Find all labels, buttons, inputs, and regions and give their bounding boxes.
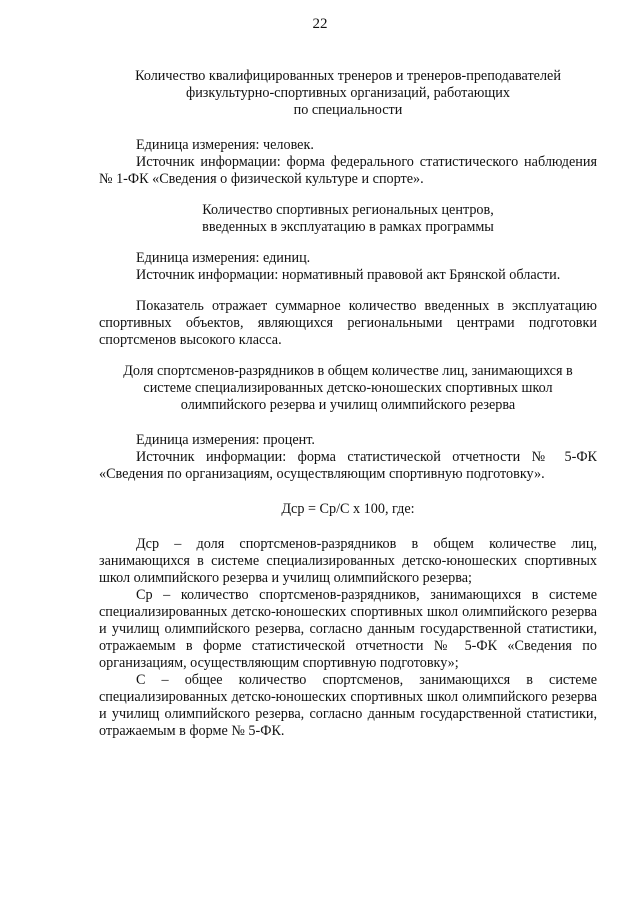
athletes-heading: [99, 363, 597, 414]
document-body: [99, 68, 597, 740]
heading-line: введенных в эксплуатацию в рамках программы: [202, 219, 494, 235]
heading-line: по специальности: [293, 102, 403, 118]
heading-line: системе специализированных детско-юношеских спортивных школ: [143, 380, 553, 396]
trainers-unit: Единица измерения: человек.: [136, 137, 314, 153]
centers-description: Показатель отражает суммарное количество введенных в эксплуатацию спортивных объектов, являющихся региональными центрами подготовки спортсменов высокого класса.: [99, 298, 597, 348]
heading-line: Доля спортсменов-разрядников в общем количестве лиц, занимающихся в: [123, 363, 573, 379]
heading-line: физкультурно-спортивных организаций, работающих: [186, 85, 510, 101]
centers-unit: Единица измерения: единиц.: [136, 250, 311, 266]
heading-line: олимпийского резерва и училищ олимпийского резерва: [180, 397, 516, 413]
trainers-heading: [99, 68, 597, 119]
heading-line: Количество квалифицированных тренеров и тренеров-преподавателей: [135, 68, 561, 84]
page-number: 22: [312, 16, 328, 32]
definition-s: С – общее количество спортсменов, занимающихся в системе специализированных детско-юношеских спортивных школ олимпийского резерва и училищ олимпийского резерва, согласно данным государственной статистики, отражаемым в форме № 5-ФК.: [99, 672, 597, 739]
athletes-formula: Дср = Ср/С х 100, где:: [281, 501, 415, 517]
centers-source: Источник информации: нормативный правовой акт Брянской области.: [136, 267, 561, 283]
athletes-unit: Единица измерения: процент.: [136, 432, 315, 448]
definition-dsr: Дср – доля спортсменов-разрядников в общем количестве лиц, занимающихся в системе специализированных детско-юношеских спортивных школ олимпийского резерва и училищ олимпийского резерва;: [99, 536, 597, 586]
definition-sr: Ср – количество спортсменов-разрядников, занимающихся в системе специализированных детско-юношеских спортивных школ олимпийского резерва и училищ олимпийского резерва, согласно данным государственной статистики, отражаемым в форме статистической отчетности № 5-ФК «Сведения по организациям, осуществляющим спортивную подготовку»;: [99, 587, 597, 671]
athletes-source: Источник информации: форма статистической отчетности № 5-ФК «Сведения по организациям, осуществляющим спортивную подготовку».: [99, 449, 597, 482]
centers-heading: [99, 202, 597, 236]
trainers-source: Источник информации: форма федерального статистического наблюдения № 1-ФК «Сведения о физической культуре и спорте».: [99, 154, 597, 187]
heading-line: Количество спортивных региональных центров,: [202, 202, 494, 218]
